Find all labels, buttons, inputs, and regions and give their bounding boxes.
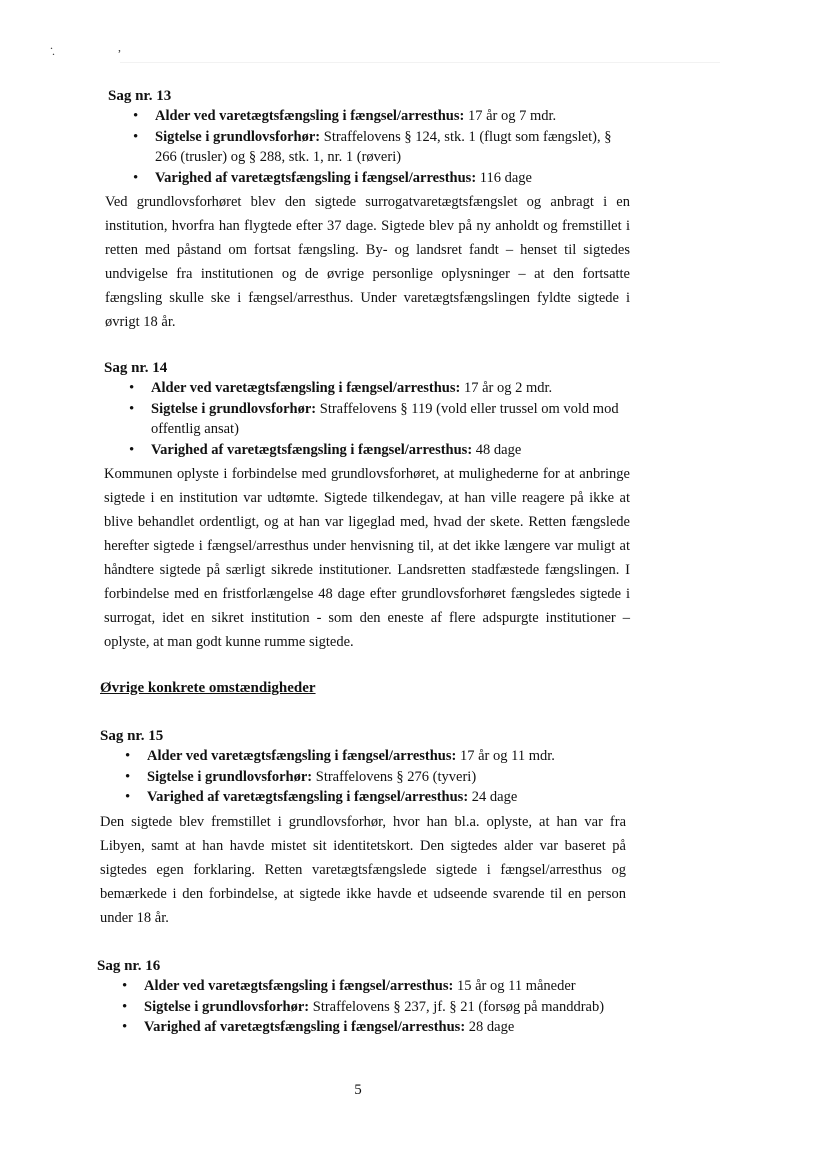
list-item: • Varighed af varetægtsfængsling i fængsel/arresthus: 24 dage — [125, 787, 626, 808]
case-title: Sag nr. 16 — [97, 958, 161, 974]
case-paragraph: Den sigtede blev fremstillet i grundlovsforhør, hvor han bl.a. oplyste, at han var fra Libyen, samt at han havde mistet sit identitetskort. Den sigtedes alder var baseret på sigtedes egen forklaring. Retten varetægtsfængslede sigtede i fængsel/arresthus og bemærkede i den forbindelse, at sigtede ikke havde et udseende svarende til en person under 18 år. — [100, 813, 626, 926]
case-paragraph: Ved grundlovsforhøret blev den sigtede surrogatvaretægtsfængslet og anbragt i en institution, hvorfra han flygtede efter 37 dage. Sigtede blev på ny anholdt og fremstillet i retten med påstand om fortsat fængsling. By- og landsret fandt – henset til sigtedes undvigelse fra institutionen og de øvrige personlige oplysninger – at den fortsatte fængsling skulle ske i fængsel/arresthus. Under varetægtsfængslingen fyldte sigtede i øvrigt 18 år. — [105, 194, 630, 330]
case-16 — [97, 956, 625, 1038]
list-item: • Alder ved varetægtsfængsling i fængsel/arresthus: 17 år og 11 mdr. — [125, 746, 626, 767]
case-bullets — [108, 106, 630, 188]
scan-rule — [120, 62, 720, 63]
list-item: • Sigtelse i grundlovsforhør: Straffelovens § 124, stk. 1 (flugt som fængslet), § 266 (trusler) og § 288, stk. 1, nr. 1 (røveri) — [133, 127, 630, 168]
list-item: • Varighed af varetægtsfængsling i fængsel/arresthus: 28 dage — [122, 1017, 625, 1038]
list-item: • Alder ved varetægtsfængsling i fængsel/arresthus: 17 år og 2 mdr. — [129, 378, 630, 399]
case-13 — [105, 86, 630, 334]
list-item: • Varighed af varetægtsfængsling i fængsel/arresthus: 48 dage — [129, 440, 630, 461]
document-page: . . , Sag nr. 13 • Alder ved varetægtsfængsling i fængsel/arresthus: 17 år og 7 mdr. • Sigtelse i grundlovsforhør: Straffelovens § 124, stk. 1 (flugt som fængslet), § 266 (trusler) og § 288, stk. 1, nr. 1 (røveri) • Varighed af varetægtsfængsling i fængsel/arresthus: 116 dage Ved grundlovsforhøret blev den sigtede surrogatvaretægtsfængslet og anbragt i en institution, hvorfra han flygtede efter 37 dage. Sigtede blev på ny anholdt og fremstillet i retten med påstand om fortsat fængsling. By- og landsret fandt – henset til sigtedes undvigelse fra institutionen og de øvrige personlige oplysninger – at den fortsatte fængsling skulle ske i fængsel/arresthus. Under varetægtsfængslingen fyldte sigtede i øvrigt 18 år. Sag nr. 14 • Alder ved varetægtsfængsling i fængsel/arresthus: 17 år og 2 mdr. • Sigtelse i grundlovsforhør: Straffelovens § 119 (vold eller trussel om vold mod offentlig ansat) • Varighed af varetægtsfængsling i fængsel/arresthus: 48 dage Kommunen oplyste i forbindelse med grundlovsforhøret, at mulighederne for at anbringe sigtede i en institution var udtømte. Sigtede tilkendegav, at han ville reagere på ikke at blive behandlet ordentligt, og at han var ligeglad med, hvad der skete. Retten fængslede herefter sigtede i fængsel/arresthus under henvisning til, at det ikke længere var muligt at håndtere sigtede på særligt sikrede institutioner. Landsretten stadfæstede fængslingen. I forbindelse med en fristforlængelse 48 dage efter grundlovsforhøret fængsledes sigtede i surrogat, idet en sikret institution - som den eneste af flere adspurgte institutioner – oplyste, at man godt kunne rumme sigtede. Øvrige konkrete omstændigheder Sag nr. 15 • Alder ved varetægtsfængsling i fængsel/arresthus: 17 år og 11 mdr. • Sigtelse i grundlovsforhør: Straffelovens § 276 (tyveri) • Varighed af varetægtsfængsling i fængsel/arresthus: 24 dage Den sigtede blev fremstillet i grundlovsforhør, hvor han bl.a. oplyste, at han var fra Libyen, samt at han havde mistet sit identitetskort. Den sigtedes alder var baseret på sigtedes egen forklaring. Retten varetægtsfængslede sigtede i fængsel/arresthus og bemærkede i den forbindelse, at sigtede ikke havde et udseende svarende til en person under 18 år. Sag nr. 16 • Alder ved varetægtsfængsling i fængsel/arresthus: 15 år og 11 måneder • Sigtelse i grundlovsforhør: Straffelovens § 237, jf. § 21 (forsøg på manddrab) • Varighed af varetægtsfængsling i fængsel/arresthus: 28 dage 5 — [0, 0, 828, 1169]
section-heading: Øvrige konkrete omstændigheder — [100, 680, 316, 696]
case-bullets — [100, 746, 626, 808]
list-item: • Varighed af varetægtsfængsling i fængsel/arresthus: 116 dage — [133, 168, 630, 189]
case-bullets — [97, 976, 625, 1038]
list-item: • Sigtelse i grundlovsforhør: Straffelovens § 276 (tyveri) — [125, 767, 626, 788]
case-14 — [104, 358, 630, 654]
list-item: • Sigtelse i grundlovsforhør: Straffelovens § 237, jf. § 21 (forsøg på manddrab) — [122, 997, 625, 1018]
list-item: • Alder ved varetægtsfængsling i fængsel/arresthus: 15 år og 11 måneder — [122, 976, 625, 997]
case-title: Sag nr. 14 — [104, 360, 168, 376]
case-paragraph: Kommunen oplyste i forbindelse med grundlovsforhøret, at mulighederne for at anbringe sigtede i en institution var udtømte. Sigtede tilkendegav, at han ville reagere på ikke at blive behandlet ordentligt, og at han var ligeglad med, hvad der skete. Retten fængslede herefter sigtede i fængsel/arresthus under henvisning til, at det ikke længere var muligt at håndtere sigtede på særligt sikrede institutioner. Landsretten stadfæstede fængslingen. I forbindelse med en fristforlængelse 48 dage efter grundlovsforhøret fængsledes sigtede i surrogat, idet en sikret institution - som den eneste af flere adspurgte institutioner – oplyste, at man godt kunne rumme sigtede. — [104, 466, 630, 650]
page-number: 5 — [354, 1082, 362, 1098]
list-item: • Sigtelse i grundlovsforhør: Straffelovens § 119 (vold eller trussel om vold mod offentlig ansat) — [129, 399, 630, 440]
case-bullets — [104, 378, 630, 460]
case-title: Sag nr. 15 — [100, 728, 164, 744]
case-title: Sag nr. 13 — [108, 88, 172, 104]
list-item: • Alder ved varetægtsfængsling i fængsel/arresthus: 17 år og 7 mdr. — [133, 106, 630, 127]
case-15 — [100, 726, 626, 930]
